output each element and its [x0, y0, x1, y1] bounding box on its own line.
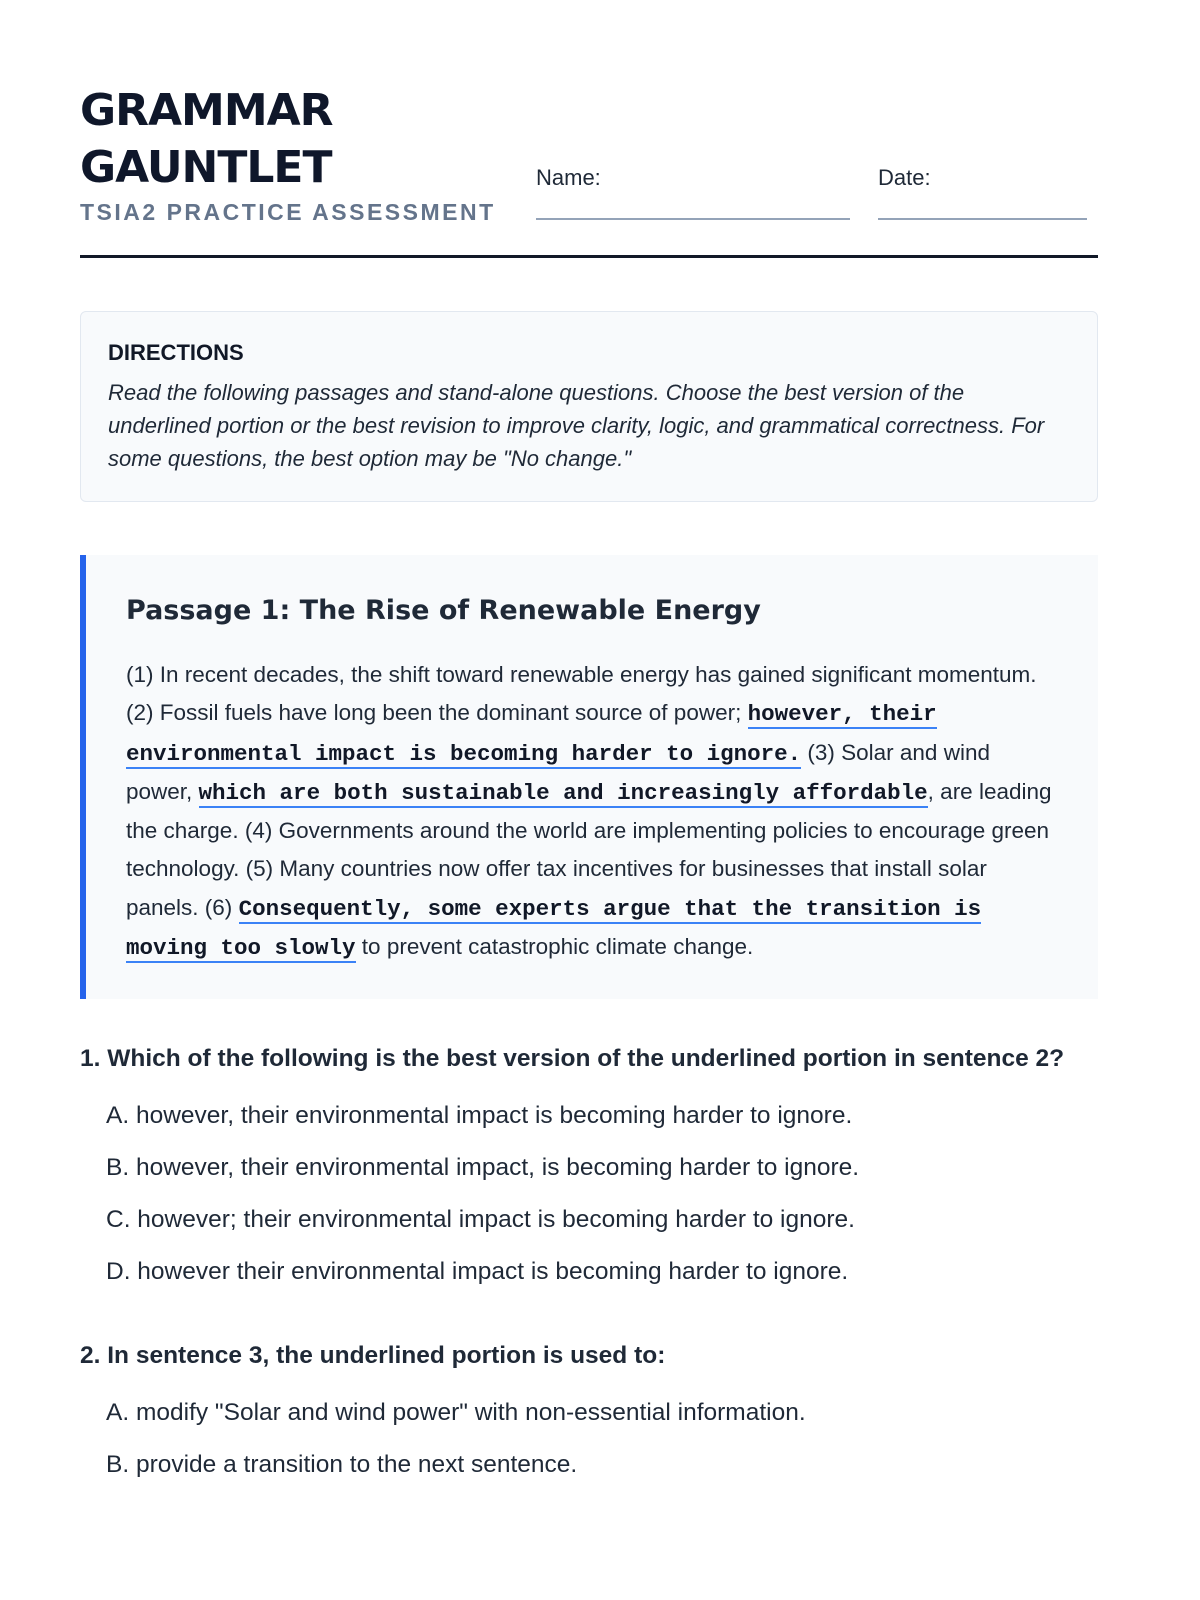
- underlined-portion: which are both sustainable and increasingly affordable: [198, 779, 928, 806]
- passage-1: [80, 555, 1098, 999]
- passage-segment: (3) Solar and wind power,: [126, 739, 990, 804]
- title-line-1: GRAMMAR: [80, 85, 333, 136]
- question-1: [80, 1039, 1098, 1298]
- underlined-portion: Consequently, some experts argue that the transition is moving too slowly: [126, 895, 982, 962]
- title-line-2: GAUNTLET: [80, 142, 332, 193]
- question-2: [80, 1336, 1098, 1491]
- passage-text: [126, 656, 1062, 967]
- header: [80, 0, 1098, 258]
- name-label: Name:: [536, 165, 601, 190]
- answer-options: [80, 1387, 1098, 1491]
- answer-option[interactable]: D. however their environmental impact is becoming harder to ignore.: [106, 1258, 849, 1286]
- date-field[interactable]: [878, 165, 931, 191]
- answer-options: [80, 1090, 1098, 1298]
- directions-heading: DIRECTIONS: [108, 340, 244, 365]
- question-prompt: 1. Which of the following is the best version of the underlined portion in sentence 2?: [80, 1045, 1065, 1073]
- subtitle: TSIA2 PRACTICE ASSESSMENT: [80, 199, 496, 225]
- underlined-portion: however, their environmental impact is becoming harder to ignore.: [126, 701, 937, 767]
- directions-box: [80, 311, 1098, 502]
- answer-option[interactable]: C. however; their environmental impact is becoming harder to ignore.: [106, 1206, 855, 1234]
- passage-segment: (1) In recent decades, the shift toward renewable energy has gained significant momentum. (2) Fossil fuels have long been the dominant source of power;: [126, 662, 1037, 726]
- question-prompt: 2. In sentence 3, the underlined portion is used to:: [80, 1342, 666, 1370]
- name-line: [536, 218, 850, 220]
- name-field[interactable]: [536, 165, 601, 191]
- answer-option[interactable]: A. modify "Solar and wind power" with non-essential information.: [106, 1399, 806, 1427]
- page-title: [80, 82, 333, 196]
- date-line: [878, 218, 1087, 220]
- answer-option[interactable]: A. however, their environmental impact is becoming harder to ignore.: [106, 1102, 853, 1130]
- worksheet: [80, 0, 1098, 1491]
- answer-option[interactable]: B. however, their environmental impact, is becoming harder to ignore.: [106, 1154, 860, 1182]
- passage-segment: , are leading the charge. (4) Governments around the world are implementing policies to encourage green technology. (5) Many countries now offer tax incentives for businesses that install solar panels. (6): [126, 778, 1052, 920]
- answer-option[interactable]: B. provide a transition to the next sentence.: [106, 1451, 578, 1479]
- passage-title: Passage 1: The Rise of Renewable Energy: [126, 595, 761, 626]
- passage-segment: to prevent catastrophic climate change.: [355, 934, 754, 960]
- directions-text: Read the following passages and stand-alone questions. Choose the best version of the underlined portion or the best revision to improve clarity, logic, and grammatical correctness. For some questions, the best option may be "No change.": [108, 380, 1045, 471]
- date-label: Date:: [878, 165, 931, 190]
